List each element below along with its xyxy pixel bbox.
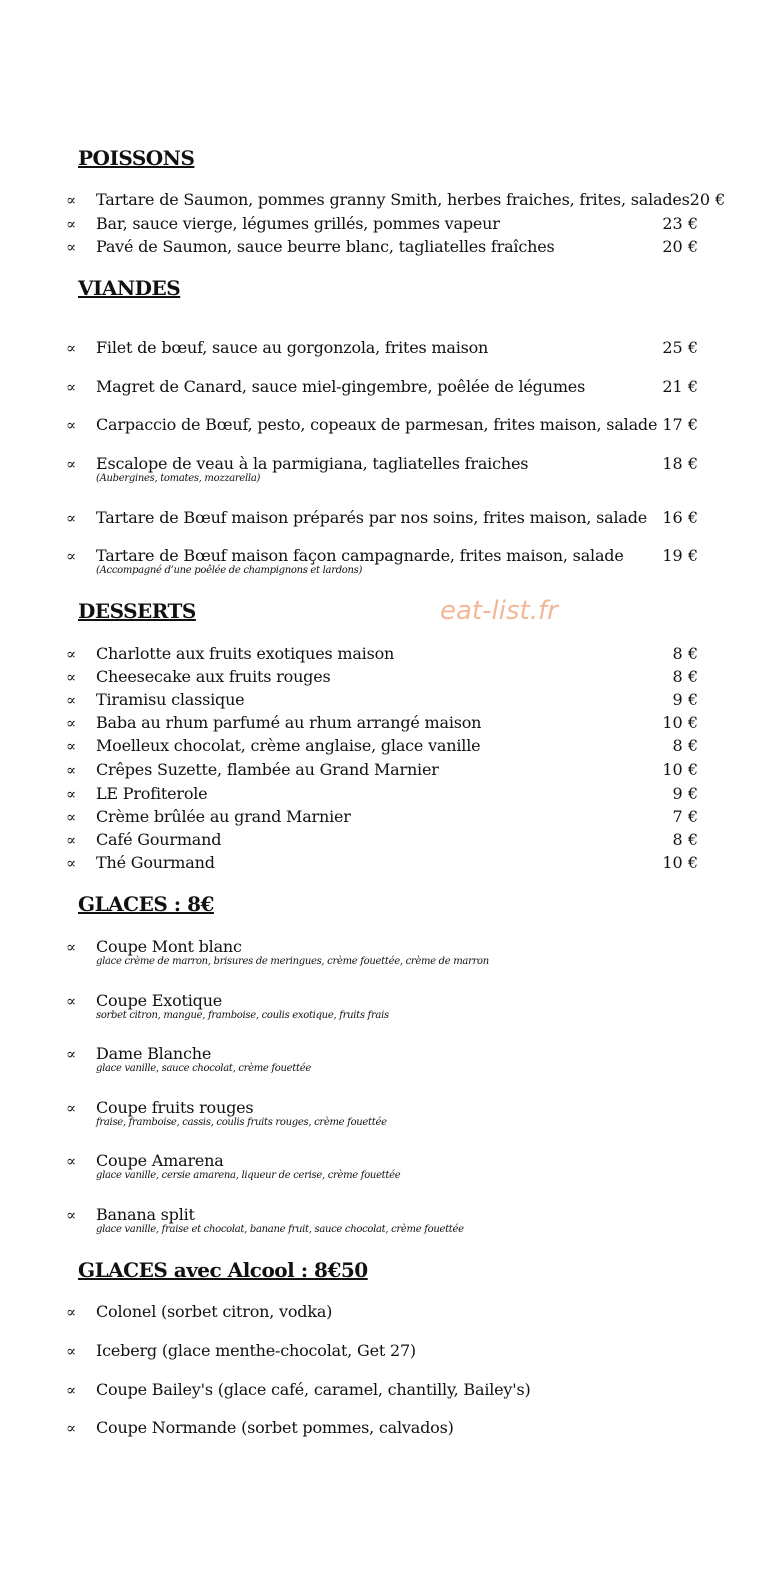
menu-item xyxy=(66,1098,698,1129)
item-name: Crème brûlée au grand Marnier xyxy=(96,807,351,826)
bullet-symbol: ∝ xyxy=(66,737,77,755)
menu-item xyxy=(66,853,698,872)
item-name: Moelleux chocolat, crème anglaise, glace vanille xyxy=(96,736,481,755)
item-name: Tartare de Saumon, pommes granny Smith, herbes fraiches, frites, salades xyxy=(96,190,690,209)
item-name: Banana split xyxy=(96,1205,195,1224)
bullet-symbol: ∝ xyxy=(66,339,77,357)
bullet-symbol: ∝ xyxy=(66,1152,77,1170)
item-name: Pavé de Saumon, sauce beurre blanc, tagliatelles fraîches xyxy=(96,237,555,256)
bullet-symbol: ∝ xyxy=(66,238,77,256)
bullet-symbol: ∝ xyxy=(66,191,77,209)
item-name: Colonel (sorbet citron, vodka) xyxy=(96,1302,333,1321)
bullet-symbol: ∝ xyxy=(66,1419,77,1437)
menu-item xyxy=(66,830,698,849)
item-note: glace vanille, fraise et chocolat, banane fruit, sauce chocolat, crème fouettée xyxy=(96,1224,464,1235)
bullet-symbol: ∝ xyxy=(66,645,77,663)
item-price: 16 € xyxy=(662,508,698,527)
item-name: Crêpes Suzette, flambée au Grand Marnier xyxy=(96,760,439,779)
item-price: 10 € xyxy=(662,760,698,779)
section-title-glaces-alcool: GLACES avec Alcool : 8€50 xyxy=(78,1258,368,1282)
section-title-viandes: VIANDES xyxy=(78,276,181,300)
item-name: Tartare de Bœuf maison façon campagnarde, frites maison, salade xyxy=(96,546,624,565)
menu-item xyxy=(66,937,698,968)
menu-item xyxy=(66,377,698,396)
item-note: sorbet citron, mangue, framboise, coulis exotique, fruits frais xyxy=(96,1010,389,1021)
section-title-desserts: DESSERTS xyxy=(78,599,196,623)
bullet-symbol: ∝ xyxy=(66,455,77,473)
item-note: (Accompagné d’une poêlée de champignons et lardons) xyxy=(96,565,363,576)
menu-item xyxy=(66,760,698,779)
item-name: Escalope de veau à la parmigiana, tagliatelles fraiches xyxy=(96,454,529,473)
menu-item xyxy=(66,546,698,577)
item-name: Iceberg (glace menthe-chocolat, Get 27) xyxy=(96,1341,416,1360)
menu-item xyxy=(66,338,698,357)
item-name: Café Gourmand xyxy=(96,830,222,849)
bullet-symbol: ∝ xyxy=(66,1342,77,1360)
bullet-symbol: ∝ xyxy=(66,1206,77,1224)
menu-item xyxy=(66,214,698,233)
item-price: 8 € xyxy=(672,736,698,755)
item-name: Coupe Amarena xyxy=(96,1151,224,1170)
bullet-symbol: ∝ xyxy=(66,831,77,849)
bullet-symbol: ∝ xyxy=(66,416,77,434)
menu-item xyxy=(66,454,698,485)
bullet-symbol: ∝ xyxy=(66,992,77,1010)
item-name: Magret de Canard, sauce miel-gingembre, poêlée de légumes xyxy=(96,377,586,396)
item-name: Filet de bœuf, sauce au gorgonzola, frites maison xyxy=(96,338,489,357)
item-note: (Aubergines, tomates, mozzarella) xyxy=(96,473,261,484)
item-note: glace vanille, cersie amarena, liqueur de cerise, crème fouettée xyxy=(96,1170,401,1181)
bullet-symbol: ∝ xyxy=(66,1099,77,1117)
item-price: 10 € xyxy=(662,853,698,872)
item-price: 21 € xyxy=(662,377,698,396)
item-price: 19 € xyxy=(662,546,698,565)
item-price: 25 € xyxy=(662,338,698,357)
section-title-glaces: GLACES : 8€ xyxy=(78,892,214,916)
bullet-symbol: ∝ xyxy=(66,691,77,709)
bullet-symbol: ∝ xyxy=(66,1303,77,1321)
menu-item xyxy=(66,1151,698,1182)
item-name: Dame Blanche xyxy=(96,1044,212,1063)
section-title-poissons: POISSONS xyxy=(78,146,195,170)
item-name: Bar, sauce vierge, légumes grillés, pommes vapeur xyxy=(96,214,500,233)
item-name: Charlotte aux fruits exotiques maison xyxy=(96,644,395,663)
bullet-symbol: ∝ xyxy=(66,808,77,826)
menu-item xyxy=(66,991,698,1022)
bullet-symbol: ∝ xyxy=(66,668,77,686)
bullet-symbol: ∝ xyxy=(66,761,77,779)
item-price: 20 € xyxy=(662,237,698,256)
menu-item xyxy=(66,415,698,434)
item-price: 7 € xyxy=(672,807,698,826)
item-name: Tiramisu classique xyxy=(96,690,245,709)
item-note: glace vanille, sauce chocolat, crème fouettée xyxy=(96,1063,311,1074)
bullet-symbol: ∝ xyxy=(66,215,77,233)
menu-item xyxy=(66,1302,698,1321)
bullet-symbol: ∝ xyxy=(66,547,77,565)
bullet-symbol: ∝ xyxy=(66,714,77,732)
menu-item xyxy=(66,1044,698,1075)
menu-item xyxy=(66,508,698,527)
menu-item xyxy=(66,190,726,209)
menu-item xyxy=(66,736,698,755)
item-name: LE Profiterole xyxy=(96,784,208,803)
bullet-symbol: ∝ xyxy=(66,785,77,803)
item-price: 18 € xyxy=(662,454,698,473)
item-price: 9 € xyxy=(672,690,698,709)
item-price: 9 € xyxy=(672,784,698,803)
menu-item xyxy=(66,1380,698,1399)
menu-item xyxy=(66,237,698,256)
bullet-symbol: ∝ xyxy=(66,378,77,396)
item-name: Carpaccio de Bœuf, pesto, copeaux de parmesan, frites maison, salade xyxy=(96,415,658,434)
item-name: Coupe Mont blanc xyxy=(96,937,242,956)
bullet-symbol: ∝ xyxy=(66,1381,77,1399)
item-name: Cheesecake aux fruits rouges xyxy=(96,667,331,686)
menu-item xyxy=(66,644,698,663)
item-price: 8 € xyxy=(672,644,698,663)
menu-item xyxy=(66,667,698,686)
menu-item xyxy=(66,690,698,709)
bullet-symbol: ∝ xyxy=(66,1045,77,1063)
item-price: 8 € xyxy=(672,667,698,686)
bullet-symbol: ∝ xyxy=(66,854,77,872)
item-price: 8 € xyxy=(672,830,698,849)
menu-item xyxy=(66,1418,698,1437)
item-name: Tartare de Bœuf maison préparés par nos soins, frites maison, salade xyxy=(96,508,648,527)
watermark: eat-list.fr xyxy=(440,596,558,626)
bullet-symbol: ∝ xyxy=(66,509,77,527)
item-price: 20 € xyxy=(689,190,726,209)
item-name: Coupe fruits rouges xyxy=(96,1098,254,1117)
item-note: glace crème de marron, brisures de meringues, crème fouettée, crème de marron xyxy=(96,956,489,967)
item-name: Baba au rhum parfumé au rhum arrangé maison xyxy=(96,713,482,732)
menu-item xyxy=(66,713,698,732)
menu-item xyxy=(66,1205,698,1236)
menu-item xyxy=(66,784,698,803)
item-name: Coupe Normande (sorbet pommes, calvados) xyxy=(96,1418,454,1437)
menu-item xyxy=(66,807,698,826)
menu-item xyxy=(66,1341,698,1360)
item-name: Coupe Bailey's (glace café, caramel, chantilly, Bailey's) xyxy=(96,1380,531,1399)
item-price: 23 € xyxy=(662,214,698,233)
item-note: fraise, framboise, cassis, coulis fruits rouges, crème fouettée xyxy=(96,1117,387,1128)
item-price: 10 € xyxy=(662,713,698,732)
item-name: Thé Gourmand xyxy=(96,853,215,872)
item-name: Coupe Exotique xyxy=(96,991,223,1010)
bullet-symbol: ∝ xyxy=(66,938,77,956)
item-price: 17 € xyxy=(662,415,698,434)
